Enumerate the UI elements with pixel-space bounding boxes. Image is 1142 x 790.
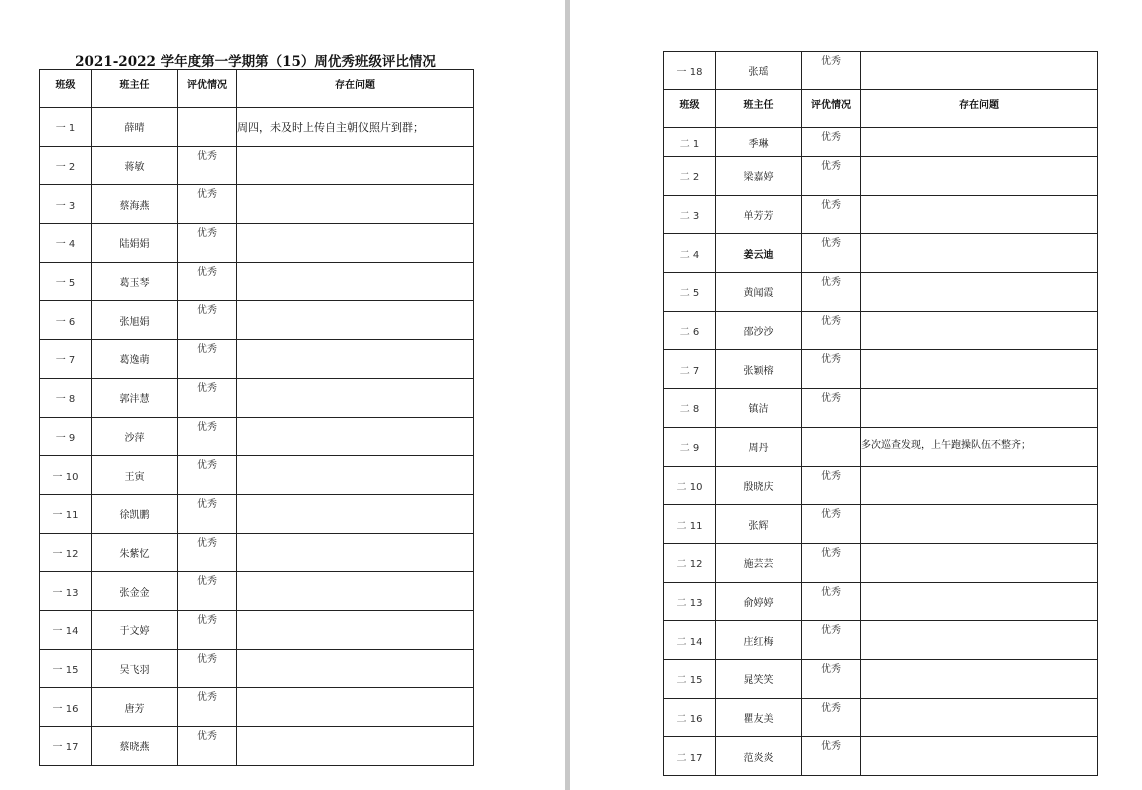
- issue-cell: [861, 505, 1098, 544]
- class-cell: 一 15: [40, 649, 92, 688]
- rating-cell: 优秀: [178, 649, 237, 688]
- rating-cell: 优秀: [802, 621, 861, 660]
- table-row: [664, 350, 1098, 389]
- table-row: [664, 157, 1098, 196]
- rating-cell: 优秀: [178, 378, 237, 417]
- table-row: [664, 427, 1098, 466]
- table-row: [664, 737, 1098, 776]
- table-row: [664, 543, 1098, 582]
- class-cell: 二 9: [664, 427, 716, 466]
- table-header-row: [40, 70, 474, 108]
- rating-cell: 优秀: [802, 505, 861, 544]
- table-row: [664, 52, 1098, 90]
- rating-cell: 优秀: [802, 128, 861, 157]
- table-row: [40, 185, 474, 224]
- teacher-cell: 蒋敏: [92, 146, 178, 185]
- header-class: 班级: [40, 70, 92, 108]
- issue-cell: [237, 301, 474, 340]
- table-row: [664, 195, 1098, 234]
- rating-cell: 优秀: [802, 350, 861, 389]
- rating-cell: 优秀: [802, 195, 861, 234]
- class-cell: 一 6: [40, 301, 92, 340]
- rating-cell: 优秀: [178, 185, 237, 224]
- issue-cell: [237, 533, 474, 572]
- class-cell: 二 17: [664, 737, 716, 776]
- teacher-cell: 葛逸萌: [92, 340, 178, 379]
- table-row: [40, 340, 474, 379]
- class-cell: 二 1: [664, 128, 716, 157]
- class-cell: 一 2: [40, 146, 92, 185]
- table-row: [40, 494, 474, 533]
- teacher-cell: 黄闻霞: [716, 273, 802, 312]
- table-row: [40, 533, 474, 572]
- issue-cell: [861, 52, 1098, 90]
- issue-cell: [237, 185, 474, 224]
- issue-cell: [861, 389, 1098, 428]
- class-cell: 一 9: [40, 417, 92, 456]
- teacher-cell: 陆娟娟: [92, 224, 178, 263]
- header-issues: 存在问题: [861, 90, 1098, 128]
- issue-cell: [237, 146, 474, 185]
- issue-cell: [861, 157, 1098, 196]
- issue-cell: [237, 340, 474, 379]
- rating-table-left: [39, 69, 474, 766]
- teacher-cell: 施芸芸: [716, 543, 802, 582]
- table-row: [664, 621, 1098, 660]
- table-row: [40, 688, 474, 727]
- teacher-cell: 俞婷婷: [716, 582, 802, 621]
- teacher-cell: 周丹: [716, 427, 802, 466]
- table-row: [664, 389, 1098, 428]
- header-rating: 评优情况: [178, 70, 237, 108]
- teacher-cell: 季琳: [716, 128, 802, 157]
- class-cell: 二 7: [664, 350, 716, 389]
- class-cell: 二 12: [664, 543, 716, 582]
- class-cell: 二 5: [664, 273, 716, 312]
- issue-cell: [861, 737, 1098, 776]
- rating-cell: 优秀: [802, 273, 861, 312]
- class-cell: 二 4: [664, 234, 716, 273]
- issue-cell: [861, 195, 1098, 234]
- teacher-cell: 梁嘉婷: [716, 157, 802, 196]
- rating-cell: 优秀: [178, 572, 237, 611]
- class-cell: 二 16: [664, 698, 716, 737]
- table-row: [40, 301, 474, 340]
- rating-cell: 优秀: [178, 417, 237, 456]
- issue-cell: [237, 610, 474, 649]
- class-cell: 一 14: [40, 610, 92, 649]
- class-cell: 一 4: [40, 224, 92, 263]
- class-cell: 一 18: [664, 52, 716, 90]
- teacher-cell: 瞿友美: [716, 698, 802, 737]
- rating-cell: 优秀: [178, 727, 237, 766]
- issue-cell: [861, 582, 1098, 621]
- teacher-cell: 单芳芳: [716, 195, 802, 234]
- issue-cell: [237, 494, 474, 533]
- class-cell: 一 5: [40, 262, 92, 301]
- header-teacher: 班主任: [716, 90, 802, 128]
- class-cell: 二 14: [664, 621, 716, 660]
- class-cell: 一 8: [40, 378, 92, 417]
- class-cell: 一 11: [40, 494, 92, 533]
- rating-cell: 优秀: [802, 582, 861, 621]
- teacher-cell: 张瑶: [716, 52, 802, 90]
- table-row: [40, 572, 474, 611]
- issue-cell: [861, 128, 1098, 157]
- rating-cell: [178, 108, 237, 147]
- issue-cell: [861, 234, 1098, 273]
- header-rating: 评优情况: [802, 90, 861, 128]
- rating-cell: 优秀: [802, 698, 861, 737]
- teacher-cell: 张金金: [92, 572, 178, 611]
- issue-cell: [237, 224, 474, 263]
- rating-cell: 优秀: [178, 224, 237, 263]
- teacher-cell: 沙萍: [92, 417, 178, 456]
- table-row: [40, 456, 474, 495]
- teacher-cell: 王寅: [92, 456, 178, 495]
- teacher-cell: 张旭娟: [92, 301, 178, 340]
- rating-table-right: [663, 51, 1098, 776]
- rating-cell: 优秀: [178, 301, 237, 340]
- class-cell: 二 15: [664, 659, 716, 698]
- class-cell: 二 8: [664, 389, 716, 428]
- issue-cell: [861, 273, 1098, 312]
- teacher-cell: 殷晓庆: [716, 466, 802, 505]
- teacher-cell: 蔡晓燕: [92, 727, 178, 766]
- table-row: [40, 649, 474, 688]
- issue-cell: 多次巡查发现，上午跑操队伍不整齐；: [861, 427, 1098, 466]
- table-row: [40, 378, 474, 417]
- issue-cell: [861, 350, 1098, 389]
- issue-cell: [237, 378, 474, 417]
- teacher-cell: 晁笑笑: [716, 659, 802, 698]
- rating-cell: 优秀: [178, 340, 237, 379]
- teacher-cell: 郭沣慧: [92, 378, 178, 417]
- table-row: [664, 505, 1098, 544]
- header-class: 班级: [664, 90, 716, 128]
- class-cell: 二 10: [664, 466, 716, 505]
- teacher-cell: 镇洁: [716, 389, 802, 428]
- class-cell: 一 16: [40, 688, 92, 727]
- table-row: [664, 273, 1098, 312]
- rating-cell: 优秀: [802, 234, 861, 273]
- rating-cell: 优秀: [802, 52, 861, 90]
- rating-cell: 优秀: [802, 389, 861, 428]
- table-row: [664, 128, 1098, 157]
- rating-cell: 优秀: [178, 146, 237, 185]
- rating-cell: 优秀: [178, 262, 237, 301]
- teacher-cell: 朱紫忆: [92, 533, 178, 572]
- class-cell: 一 3: [40, 185, 92, 224]
- table-row: [664, 311, 1098, 350]
- class-cell: 一 17: [40, 727, 92, 766]
- teacher-cell: 葛玉琴: [92, 262, 178, 301]
- issue-cell: [861, 698, 1098, 737]
- issue-cell: [237, 649, 474, 688]
- rating-cell: [802, 427, 861, 466]
- table-row: [40, 727, 474, 766]
- rating-cell: 优秀: [178, 533, 237, 572]
- class-cell: 一 13: [40, 572, 92, 611]
- class-cell: 一 1: [40, 108, 92, 147]
- issue-cell: [237, 727, 474, 766]
- issue-cell: [861, 311, 1098, 350]
- teacher-cell: 唐芳: [92, 688, 178, 727]
- class-cell: 二 2: [664, 157, 716, 196]
- table-row: [664, 659, 1098, 698]
- issue-cell: [237, 688, 474, 727]
- issue-cell: 周四，未及时上传自主朝仪照片到群；: [237, 108, 474, 147]
- issue-cell: [861, 543, 1098, 582]
- teacher-cell: 吴飞羽: [92, 649, 178, 688]
- issue-cell: [861, 466, 1098, 505]
- table-row: [40, 417, 474, 456]
- teacher-cell: 姜云迪: [716, 234, 802, 273]
- rating-cell: 优秀: [178, 610, 237, 649]
- table-row: [664, 234, 1098, 273]
- table-row: [40, 108, 474, 147]
- page-title: 2021-2022 学年度第一学期第（15）周优秀班级评比情况: [75, 54, 436, 70]
- teacher-cell: 徐凯鹏: [92, 494, 178, 533]
- rating-cell: 优秀: [178, 456, 237, 495]
- table-row: [664, 582, 1098, 621]
- issue-cell: [861, 621, 1098, 660]
- rating-cell: 优秀: [802, 659, 861, 698]
- rating-cell: 优秀: [178, 688, 237, 727]
- teacher-cell: 邵沙沙: [716, 311, 802, 350]
- class-cell: 一 10: [40, 456, 92, 495]
- class-cell: 二 3: [664, 195, 716, 234]
- table-row: [40, 610, 474, 649]
- table-row: [664, 698, 1098, 737]
- teacher-cell: 范炎炎: [716, 737, 802, 776]
- class-cell: 二 11: [664, 505, 716, 544]
- class-cell: 一 12: [40, 533, 92, 572]
- issue-cell: [237, 262, 474, 301]
- rating-cell: 优秀: [802, 737, 861, 776]
- rating-cell: 优秀: [178, 494, 237, 533]
- teacher-cell: 张辉: [716, 505, 802, 544]
- table-row: [664, 466, 1098, 505]
- class-cell: 一 7: [40, 340, 92, 379]
- table-row: [40, 146, 474, 185]
- teacher-cell: 薛晴: [92, 108, 178, 147]
- teacher-cell: 蔡海燕: [92, 185, 178, 224]
- header-issues: 存在问题: [237, 70, 474, 108]
- teacher-cell: 于文婷: [92, 610, 178, 649]
- class-cell: 二 6: [664, 311, 716, 350]
- header-teacher: 班主任: [92, 70, 178, 108]
- issue-cell: [237, 417, 474, 456]
- rating-cell: 优秀: [802, 466, 861, 505]
- issue-cell: [237, 572, 474, 611]
- teacher-cell: 张颖榕: [716, 350, 802, 389]
- rating-cell: 优秀: [802, 157, 861, 196]
- table-row: [40, 224, 474, 263]
- class-cell: 二 13: [664, 582, 716, 621]
- table-row: [40, 262, 474, 301]
- rating-cell: 优秀: [802, 543, 861, 582]
- rating-cell: 优秀: [802, 311, 861, 350]
- teacher-cell: 庄红梅: [716, 621, 802, 660]
- issue-cell: [861, 659, 1098, 698]
- table-header-row: [664, 90, 1098, 128]
- issue-cell: [237, 456, 474, 495]
